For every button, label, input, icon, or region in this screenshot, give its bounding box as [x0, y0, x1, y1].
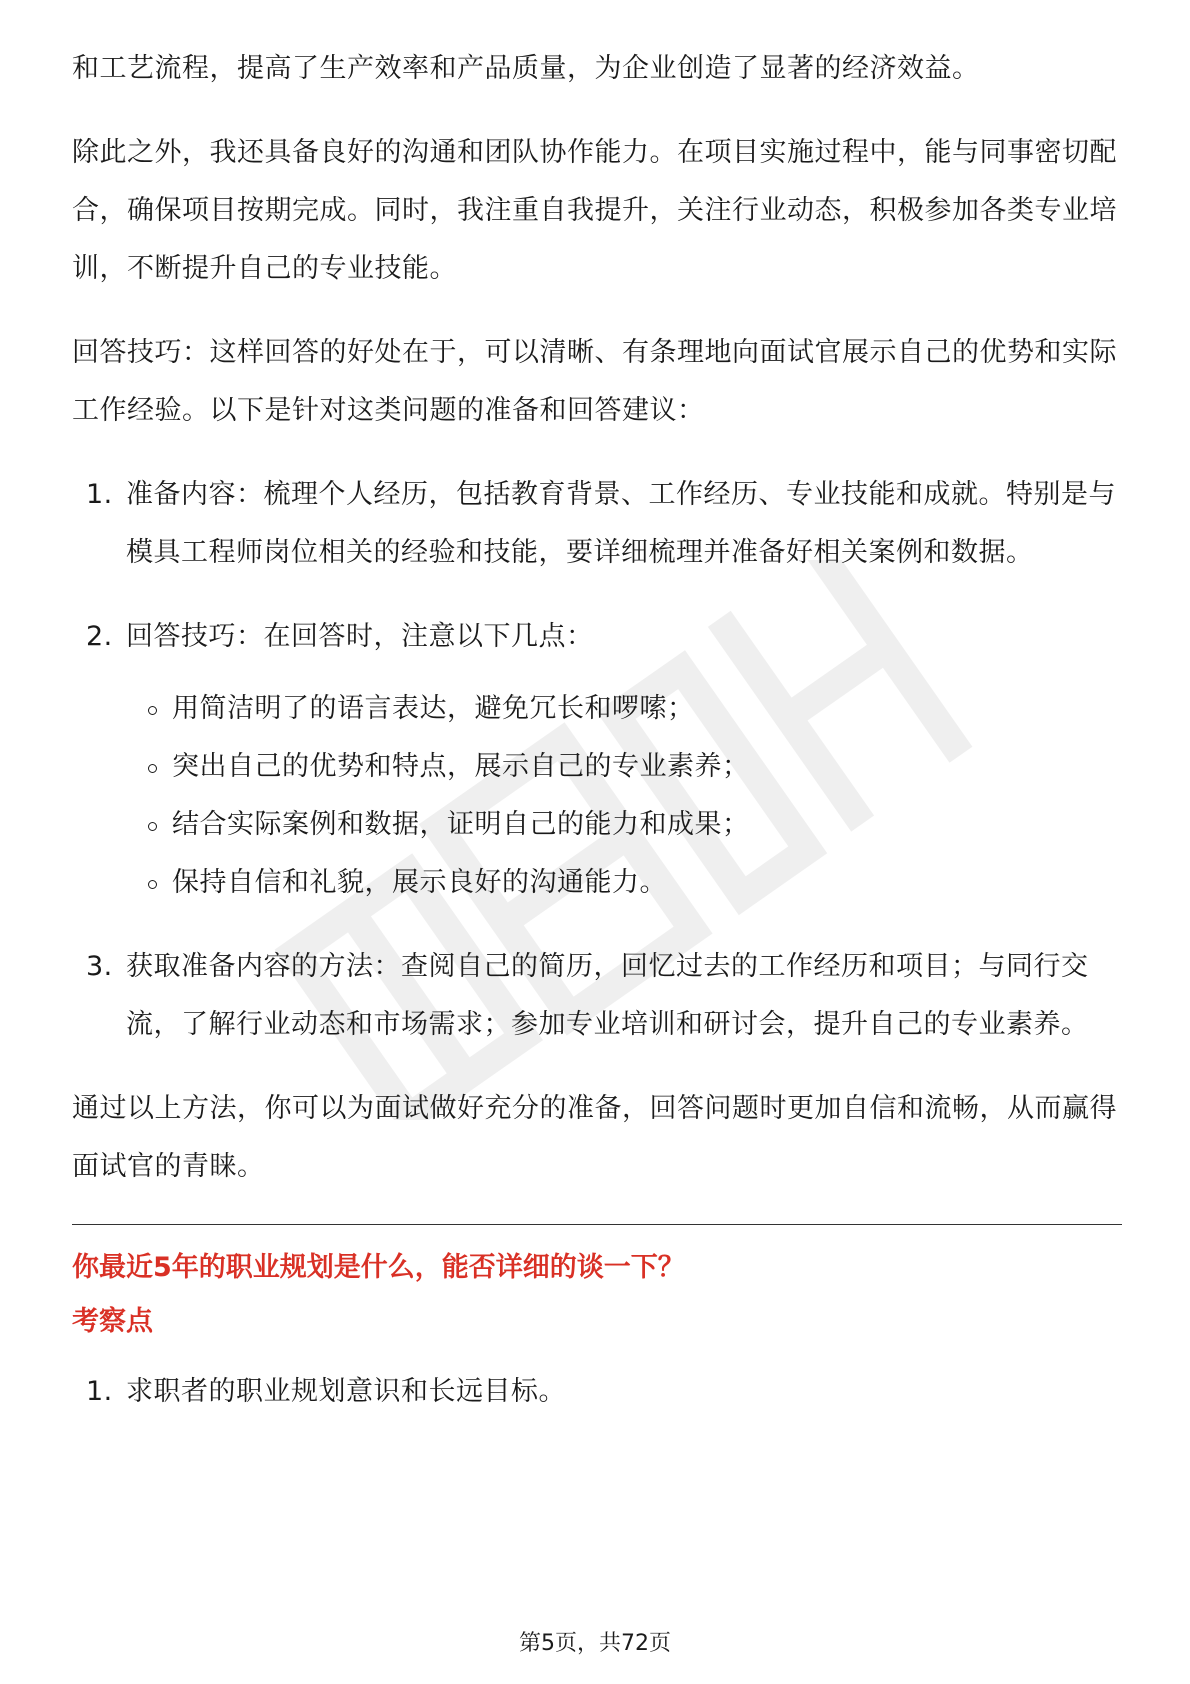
page-content — [72, 40, 1122, 1421]
bullet-circle-icon — [148, 706, 157, 715]
list-item-text: 求职者的职业规划意识和长远目标。 — [126, 1376, 566, 1407]
bullet-circle-icon — [148, 880, 157, 889]
bullet-item: 保持自信和礼貌，展示良好的沟通能力。 — [126, 854, 1122, 912]
bullet-item: 用简洁明了的语言表达，避免冗长和啰嗦； — [126, 680, 1122, 738]
question-subtitle: 考察点 — [72, 1306, 153, 1337]
closing-paragraph: 通过以上方法，你可以为面试做好充分的准备，回答问题时更加自信和流畅，从而赢得面试官的青睐。 — [72, 1093, 1117, 1182]
paragraph-3: 回答技巧：这样回答的好处在于，可以清晰、有条理地向面试官展示自己的优势和实际工作经验。以下是针对这类问题的准备和回答建议： — [72, 337, 1117, 426]
list-item — [72, 938, 1122, 1054]
list-number: 3. — [86, 951, 113, 982]
list-item — [72, 1363, 1122, 1421]
bullet-circle-icon — [148, 822, 157, 831]
bullet-item: 结合实际案例和数据，证明自己的能力和成果； — [126, 796, 1122, 854]
paragraph-1: 和工艺流程，提高了生产效率和产品质量，为企业创造了显著的经济效益。 — [72, 53, 980, 84]
list-item — [72, 466, 1122, 582]
section-divider — [72, 1224, 1122, 1225]
list-number: 1. — [86, 479, 113, 510]
advice-list — [72, 466, 1122, 1054]
page-footer: 第5页，共72页 — [519, 1631, 671, 1656]
tips-list — [126, 680, 1122, 912]
list-number: 1. — [86, 1376, 113, 1407]
list-number: 2. — [86, 621, 113, 652]
list-item-text: 回答技巧：在回答时，注意以下几点： — [126, 621, 594, 652]
paragraph-2: 除此之外，我还具备良好的沟通和团队协作能力。在项目实施过程中，能与同事密切配合，确保项目按期完成。同时，我注重自我提升，关注行业动态，积极参加各类专业培训，不断提升自己的专业技能。 — [72, 137, 1117, 284]
points-list — [72, 1363, 1122, 1421]
bullet-circle-icon — [148, 764, 157, 773]
list-item-text: 准备内容：梳理个人经历，包括教育背景、工作经历、专业技能和成就。特别是与模具工程师岗位相关的经验和技能，要详细梳理并准备好相关案例和数据。 — [126, 479, 1116, 568]
list-item — [72, 608, 1122, 912]
bullet-item: 突出自己的优势和特点，展示自己的专业素养； — [126, 738, 1122, 796]
list-item-text: 获取准备内容的方法：查阅自己的简历，回忆过去的工作经历和项目；与同行交流，了解行业动态和市场需求；参加专业培训和研讨会，提升自己的专业素养。 — [126, 951, 1089, 1040]
question-title: 你最近5年的职业规划是什么，能否详细的谈一下？ — [72, 1252, 685, 1283]
